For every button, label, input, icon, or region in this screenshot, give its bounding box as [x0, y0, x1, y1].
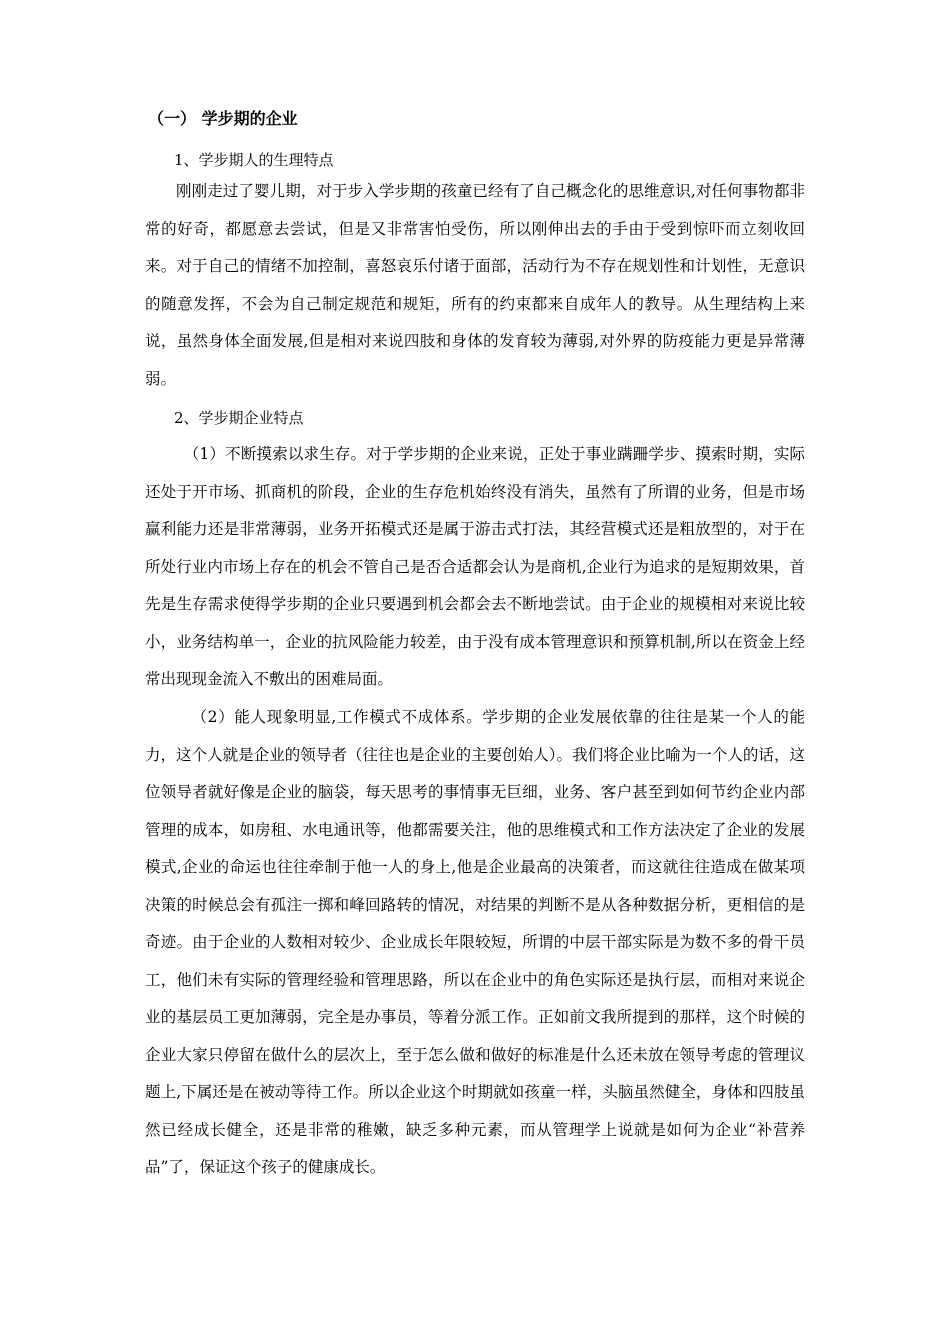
subheading-enterprise-traits: 2、学步期企业特点	[174, 409, 304, 427]
paragraph-survival: （1）不断摸索以求生存。对于学步期的企业来说，正处于事业蹒跚学步、摸索时期，实际还处于开市场、抓商机的阶段，企业的生存危机始终没有消失，虽然有了所谓的业务，但是市场赢利能力还是非常薄弱，业务开拓模式还是属于游击式打法，其经营模式还是粗放型的，对于在所处行业内市场上存在的机会不管自己是否合适都会认为是商机,企业行为追求的是短期效果，首先是生存需求使得学步期的企业只要遇到机会都会去不断地尝试。由于企业的规模相对来说比较小，业务结构单一，企业的抗风险能力较差，由于没有成本管理意识和预算机制,所以在资金上经常出现现金流入不敷出的困难局面。	[145, 445, 805, 688]
subheading-physiology: 1、学步期人的生理特点	[174, 151, 334, 169]
paragraph-capable-person: （2）能人现象明显,工作模式不成体系。学步期的企业发展依靠的往往是某一个人的能力，这个人就是企业的领导者（往往也是企业的主要创始人）。我们将企业比喻为一个人的话，这位领导者就好像是企业的脑袋，每天思考的事情事无巨细，业务、客户甚至到如何节约企业内部管理的成本，如房租、水电通讯等，他都需要关注，他的思维模式和工作方法决定了企业的发展模式,企业的命运也往往牵制于他一人的身上,他是企业最高的决策者，而这就往往造成在做某项决策的时候总会有孤注一掷和峰回路转的情况，对结果的判断不是从各种数据分析，更相信的是奇迹。由于企业的人数相对较少、企业成长年限较短，所谓的中层干部实际是为数不多的骨干员工，他们未有实际的管理经验和管理思路，所以在企业中的角色实际还是执行层，而相对来说企业的基层员工更加薄弱，完全是办事员，等着分派工作。正如前文我所提到的那样，这个时候的企业大家只停留在做什么的层次上，至于怎么做和做好的标准是什么还未放在领导考虑的管理议题上,下属还是在被动等待工作。所以企业这个时期就如孩童一样，头脑虽然健全，身体和四肢虽然已经成长健全，还是非常的稚嫩，缺乏多种元素，而从管理学上说就是如何为企业“补营养品”了，保证这个孩子的健康成长。	[145, 708, 805, 1176]
paragraph-physiology: 刚刚走过了婴儿期，对于步入学步期的孩童已经有了自己概念化的思维意识,对任何事物都非常的好奇，都愿意去尝试，但是又非常害怕受伤，所以刚伸出去的手由于受到惊吓而立刻收回来。对于自己的情绪不加控制，喜怒哀乐付诸于面部，活动行为不存在规划性和计划性，无意识的随意发挥，不会为自己制定规范和规矩，所有的约束都来自成年人的教导。从生理结构上来说，虽然身体全面发展,但是相对来说四肢和身体的发育较为薄弱,对外界的防疫能力更是异常薄弱。	[145, 182, 805, 388]
section-heading: （一） 学步期的企业	[148, 109, 298, 128]
